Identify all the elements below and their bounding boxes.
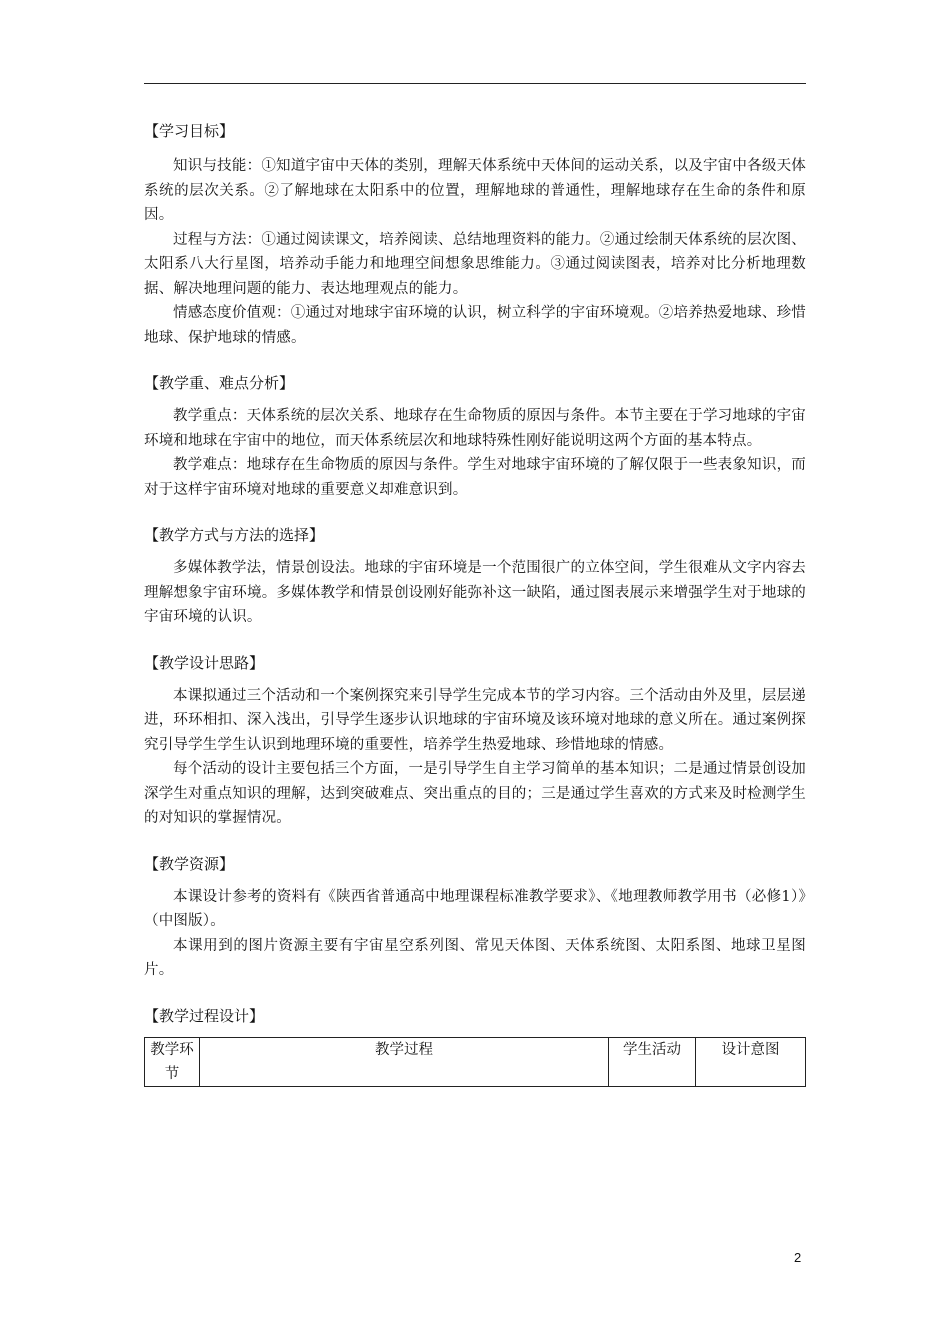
paragraph: 本课设计参考的资料有《陕西省普通高中地理课程标准教学要求》、《地理教师教学用书（必修1）》（中图版）。 [144,888,806,929]
section-design-ideas [144,652,806,831]
paragraph: 每个活动的设计主要包括三个方面，一是引导学生自主学习简单的基本知识；二是通过情景创设加深学生对重点知识的理解，达到突破难点、突出重点的目的；三是通过学生喜欢的方式来及时检测学生的对知识的掌握情况。 [144,761,806,826]
section-title: 【教学方式与方法的选择】 [144,526,325,544]
paragraph: 教学重点：天体系统的层次关系、地球存在生命物质的原因与条件。本节主要在于学习地球的宇宙环境和地球在宇宙中的地位，而天体系统层次和地球特殊性刚好能说明这两个方面的基本特点。 [144,408,806,449]
table-header-cell: 教学过程 [200,1037,609,1086]
section-title: 【教学过程设计】 [144,1006,265,1025]
table-header-cell: 教学环节 [145,1037,200,1086]
header-rule [144,83,806,84]
section-title: 【教学设计思路】 [144,653,265,672]
section-key-points [144,372,806,502]
section-process-design [144,1005,806,1087]
table-header-row [145,1037,806,1086]
section-teaching-methods [144,524,806,630]
section-learning-goals [144,120,806,350]
document-body [144,120,806,1109]
paragraph: 知识与技能：①知道宇宙中天体的类别，理解天体系统中天体间的运动关系，以及宇宙中各级天体系统的层次关系。②了解地球在太阳系中的位置，理解地球的普通性，理解地球存在生命的条件和原因。 [144,158,806,223]
section-title: 【学习目标】 [144,122,235,140]
paragraph: 情感态度价值观：①通过对地球宇宙环境的认识，树立科学的宇宙环境观。②培养热爱地球、珍惜地球、保护地球的情感。 [144,305,806,346]
process-table [144,1037,806,1087]
table-header-cell: 学生活动 [609,1037,696,1086]
paragraph: 多媒体教学法，情景创设法。地球的宇宙环境是一个范围很广的立体空间，学生很难从文字内容去理解想象宇宙环境。多媒体教学和情景创设刚好能弥补这一缺陷，通过图表展示来增强学生对于地球的宇宙环境的认识。 [144,560,806,625]
paragraph: 本课拟通过三个活动和一个案例探究来引导学生完成本节的学习内容。三个活动由外及里，层层递进，环环相扣、深入浅出，引导学生逐步认识地球的宇宙环境及该环境对地球的意义所在。通过案例探究引导学生学生认识到地理环境的重要性，培养学生热爱地球、珍惜地球的情感。 [144,687,806,753]
paragraph: 本课用到的图片资源主要有宇宙星空系列图、常见天体图、天体系统图、太阳系图、地球卫星图片。 [144,937,806,978]
page-number: 2 [794,1250,802,1265]
paragraph: 教学难点：地球存在生命物质的原因与条件。学生对地球宇宙环境的了解仅限于一些表象知识，而对于这样宇宙环境对地球的重要意义却难意识到。 [144,457,806,498]
table-header-cell: 设计意图 [696,1037,806,1086]
section-title: 【教学资源】 [144,854,235,873]
section-title: 【教学重、难点分析】 [144,374,295,392]
paragraph: 过程与方法：①通过阅读课文，培养阅读、总结地理资料的能力。②通过绘制天体系统的层次图、太阳系八大行星图，培养动手能力和地理空间想象思维能力。③通过阅读图表，培养对比分析地理数据、解决地理问题的能力、表达地理观点的能力。 [144,231,806,297]
section-resources [144,853,806,983]
